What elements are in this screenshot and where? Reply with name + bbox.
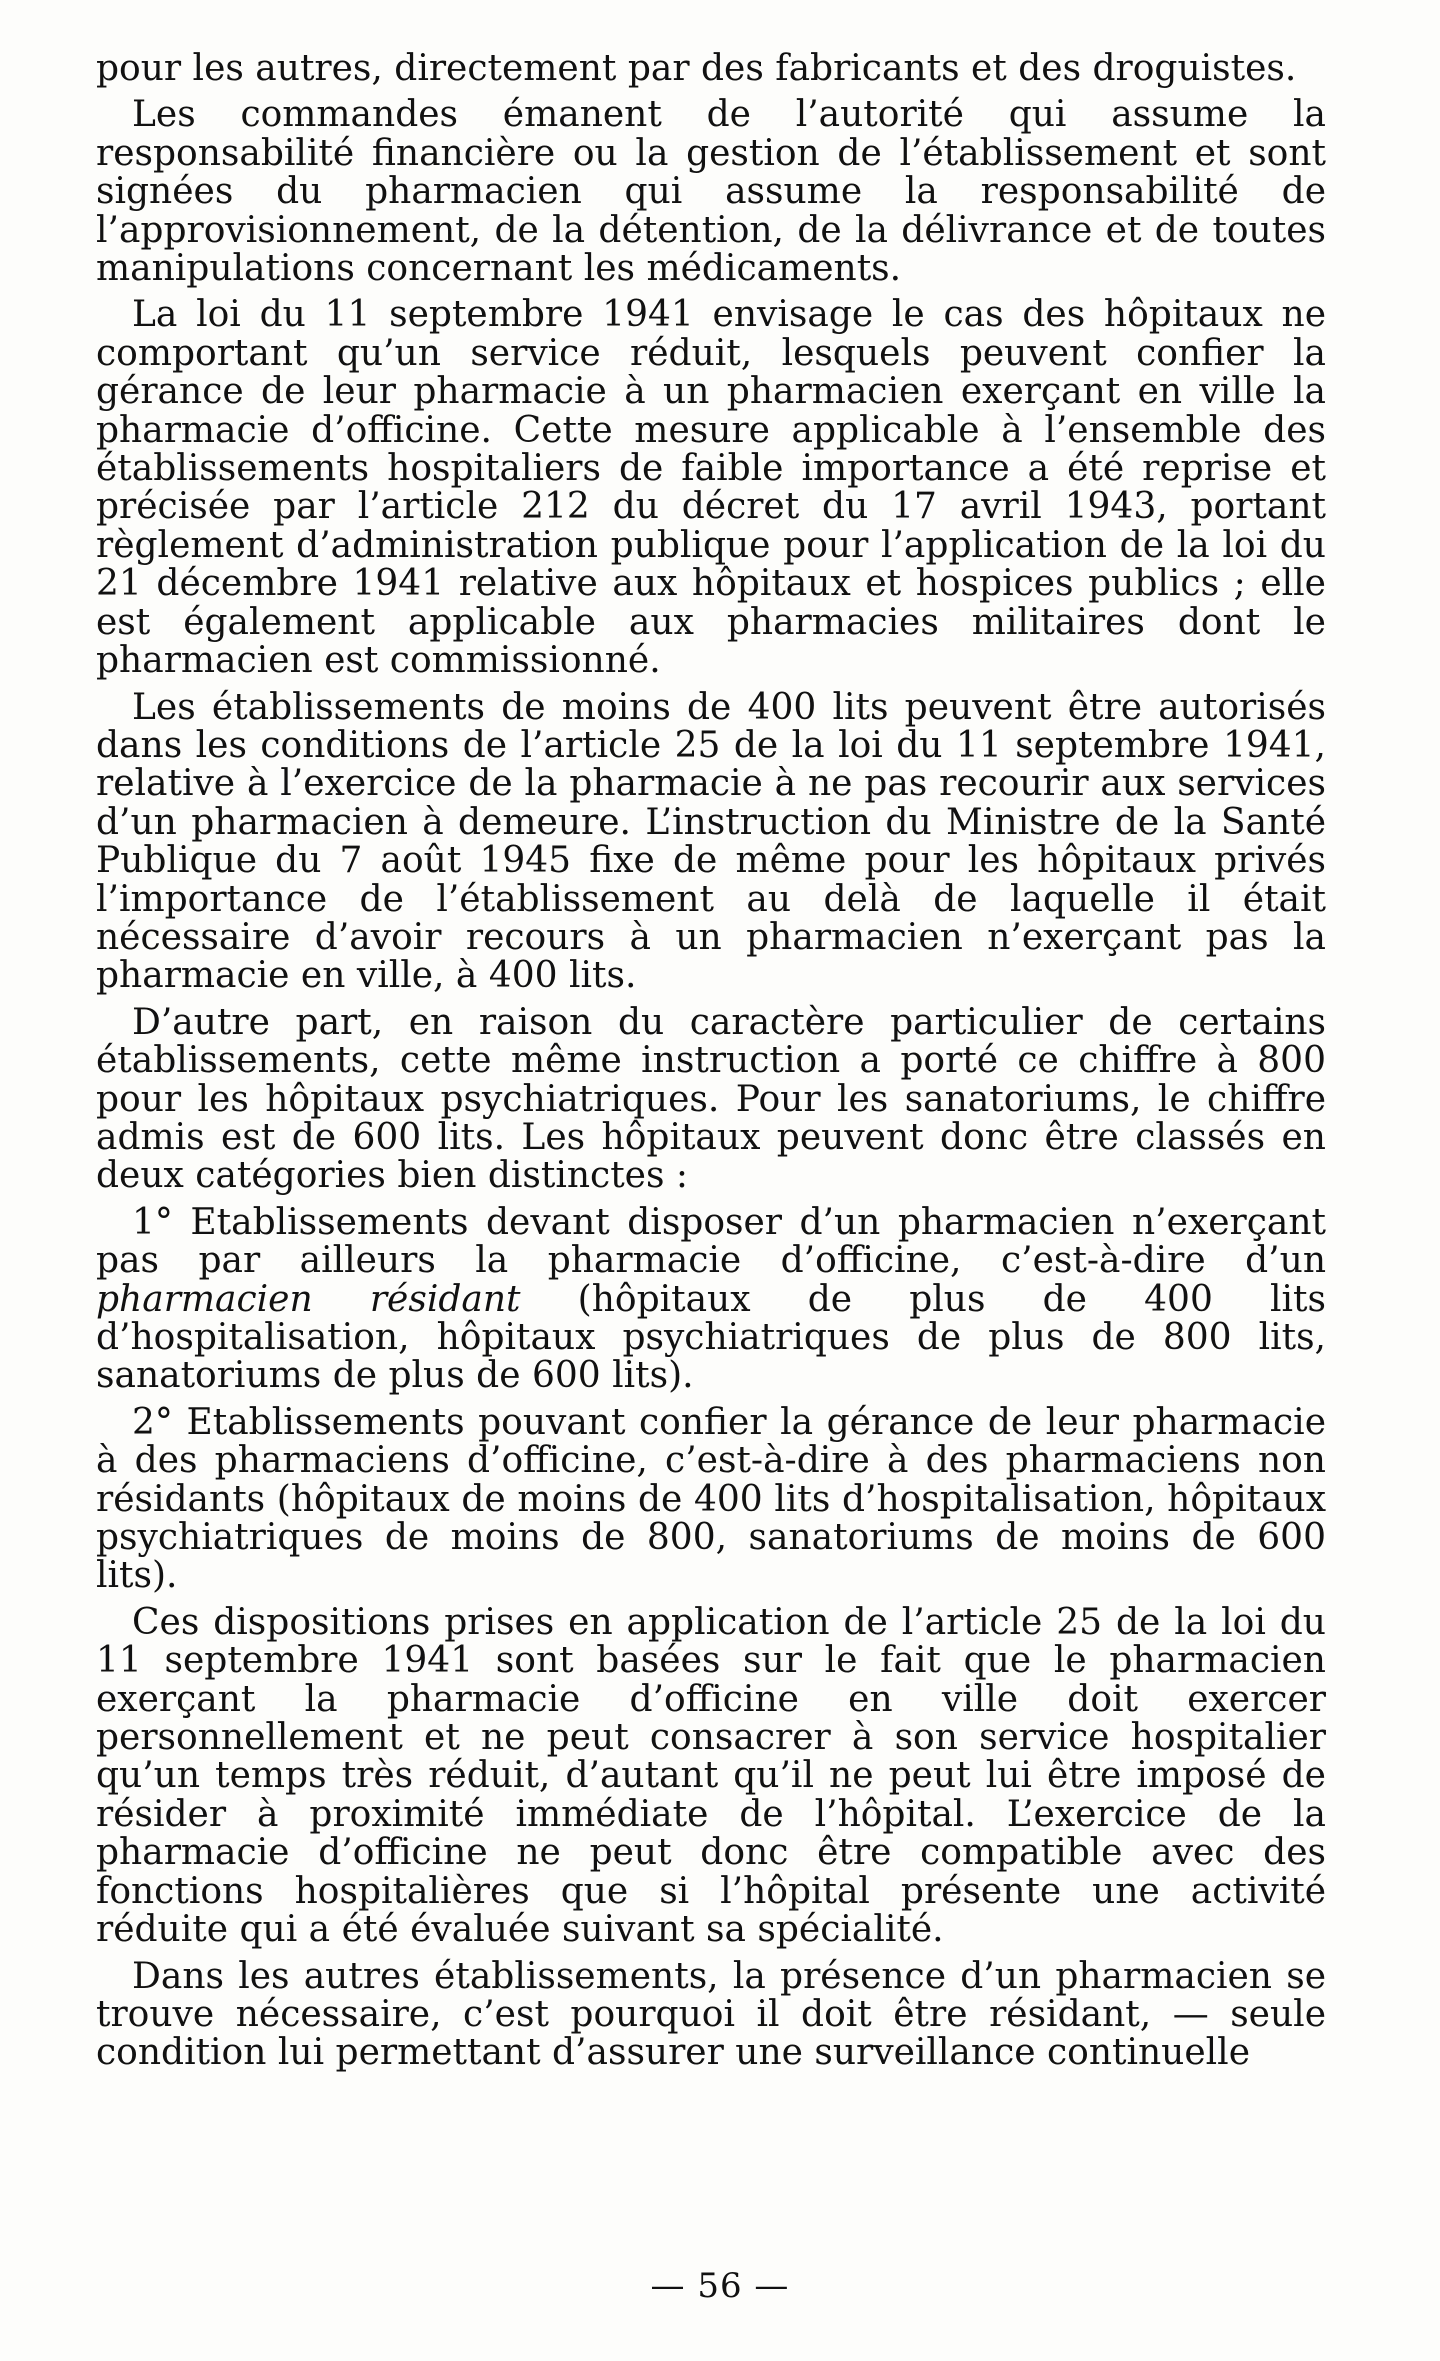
paragraph-dispositions: Ces dispositions prises en application de l’article 25 de la loi du 11 septembre 1941 sont basées sur le fait que le pharmacien exerçant la pharmacie d’officine en ville doit exercer personnellement et ne peut consacrer à son service hospitalier qu’un temps très réduit, d’autant qu’il ne peut lui être imposé de résider à proximité immédiate de l’hôpital. L’exercice de la pharmacie d’officine ne peut donc être compatible avec des fonctions hospitalières que si l’hôpital présente une activité réduite qui a été évaluée suivant sa spécialité. bbox=[96, 1601, 1326, 1951]
list-item-1-text-a: 1° Etablissements devant disposer d’un pharmacien n’exerçant pas par ailleurs la pharmacie d’officine, c’est-à-dire d’un bbox=[96, 1201, 1326, 1282]
list-item-1-text-b: (hôpitaux de plus de 400 lits d’hospitalisation, hôpitaux psychiatriques de plus de 800 lits, sanatoriums de plus de 600 lits). bbox=[96, 1278, 1326, 1397]
paragraph-autres-etablissements: Dans les autres établissements, la présence d’un pharmacien se trouve nécessaire, c’est pourquoi il doit être résidant, — seule condition lui permettant d’assurer une surveillance continuelle bbox=[96, 1955, 1326, 2074]
paragraph-loi-1941: La loi du 11 septembre 1941 envisage le cas des hôpitaux ne comportant qu’un service réduit, lesquels peuvent confier la gérance de leur pharmacie à un pharmacien exerçant en ville la pharmacie d’officine. Cette mesure applicable à l’ensemble des établissements hospitaliers de faible importance a été reprise et précisée par l’article 212 du décret du 17 avril 1943, portant règlement d’administration publique pour l’application de la loi du 21 décembre 1941 relative aux hôpitaux et hospices publics ; elle est également applicable aux pharmacies militaires dont le pharmacien est commissionné. bbox=[96, 294, 1326, 682]
paragraph-autre-part: D’autre part, en raison du caractère particulier de certains établissements, cette même instruction a porté ce chiffre à 800 pour les hôpitaux psychiatriques. Pour les sanatoriums, le chiffre admis est de 600 lits. Les hôpitaux peuvent donc être classés en deux catégories bien distinctes : bbox=[96, 1001, 1326, 1197]
body-text bbox=[96, 50, 1326, 2073]
page-number: — 56 — bbox=[650, 2266, 790, 2306]
list-item-2: 2° Etablissements pouvant confier la gérance de leur pharmacie à des pharmaciens d’officine, c’est-à-dire à des pharmaciens non résidants (hôpitaux de moins de 400 lits d’hospitalisation, hôpitaux psychiatriques de moins de 800, sanatoriums de moins de 600 lits). bbox=[96, 1401, 1326, 1597]
paragraph-commandes: Les commandes émanent de l’autorité qui assume la responsabilité financière ou la gestion de l’établissement et sont signées du pharmacien qui assume la responsabilité de l’approvisionnement, de la détention, de la délivrance et de toutes manipulations concernant les médicaments. bbox=[96, 94, 1326, 290]
paragraph-400-lits: Les établissements de moins de 400 lits peuvent être autorisés dans les conditions de l’article 25 de la loi du 11 septembre 1941, relative à l’exercice de la pharmacie à ne pas recourir aux services d’un pharmacien à demeure. L’instruction du Ministre de la Santé Publique du 7 août 1945 fixe de même pour les hôpitaux privés l’importance de l’établissement au delà de laquelle il était nécessaire d’avoir recours à un pharmacien n’exerçant pas la pharmacie en ville, à 400 lits. bbox=[96, 686, 1326, 997]
list-item-1-italic: pharmacien résidant bbox=[96, 1278, 521, 1320]
list-item-1 bbox=[96, 1201, 1326, 1397]
paragraph-continuation: pour les autres, directement par des fabricants et des droguistes. bbox=[96, 48, 1297, 89]
